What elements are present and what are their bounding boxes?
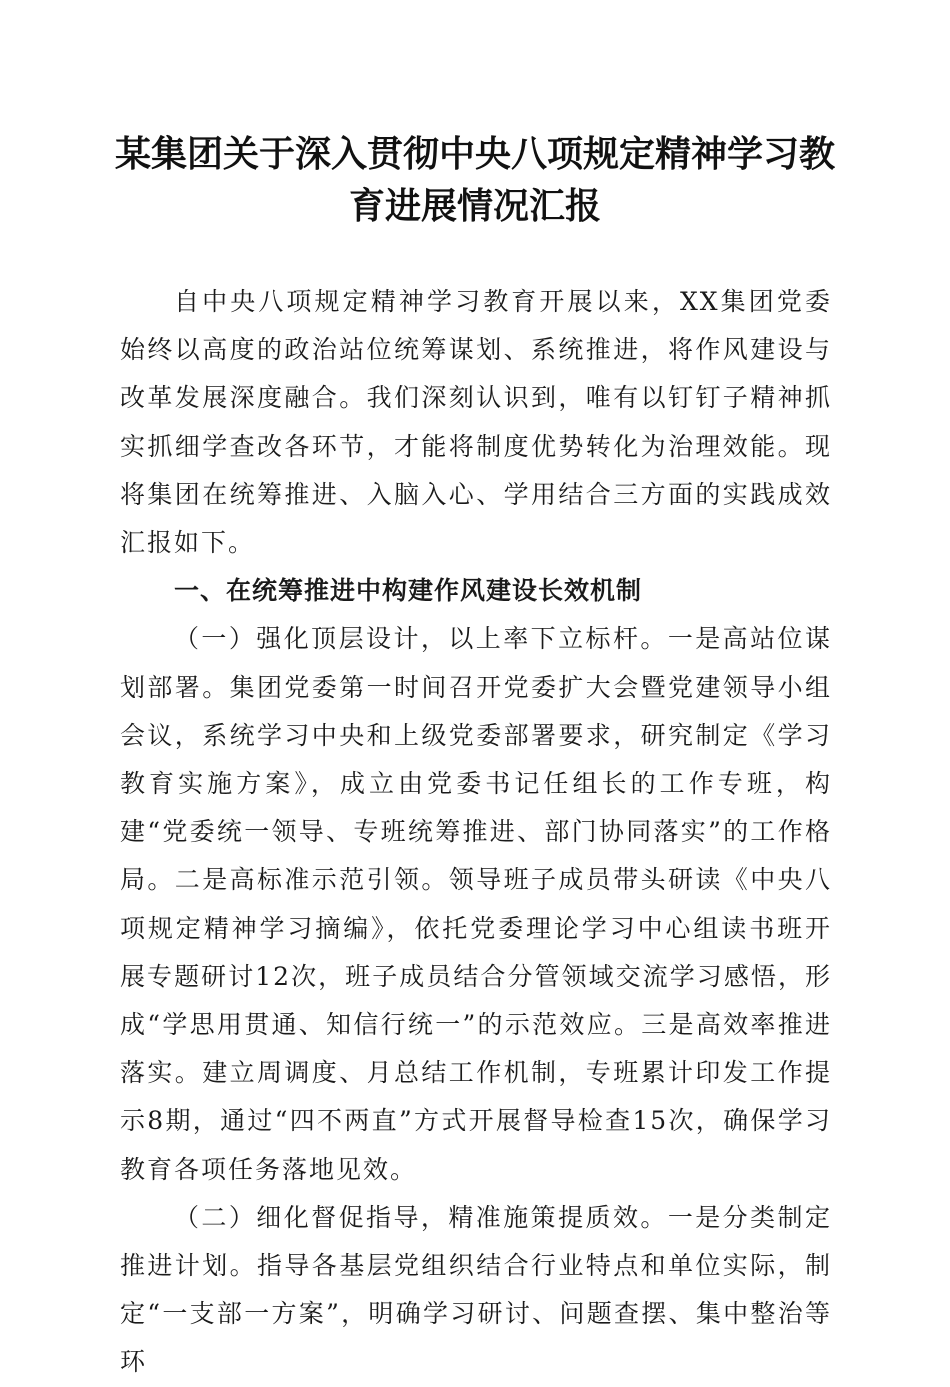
section1-paragraph-2: （二）细化督促指导，精准施策提质效。一是分类制定推进计划。指导各基层党组织结合行业特点和单位实际，制定“一支部一方案”，明确学习研讨、问题查摆、集中整治等环	[120, 1202, 832, 1377]
section1-paragraph-1: （一）强化顶层设计，以上率下立标杆。一是高站位谋划部署。集团党委第一时间召开党委扩大会暨党建领导小组会议，系统学习中央和上级党委部署要求，研究制定《学习教育实施方案》，成立由党委书记任组长的工作专班，构建“党委统一领导、专班统筹推进、部门协同落实”的工作格局。二是高标准示范引领。领导班子成员带头研读《中央八项规定精神学习摘编》，依托党委理论学习中心组读书班开展专题研讨12次，班子成员结合分管领域交流学习感悟，形成“学思用贯通、知信行统一”的示范效应。三是高效率推进落实。建立周调度、月总结工作机制，专班累计印发工作提示8期，通过“四不两直”方式开展督导检查15次，确保学习教育各项任务落地见效。	[120, 624, 832, 1184]
document-title: 某集团关于深入贯彻中央八项规定精神学习教育进展情况汇报	[114, 133, 835, 227]
section-heading-1: 一、在统筹推进中构建作风建设长效机制	[174, 576, 643, 606]
intro-paragraph: 自中央八项规定精神学习教育开展以来，XX集团党委始终以高度的政治站位统筹谋划、系统推进，将作风建设与改革发展深度融合。我们深刻认识到，唯有以钉钉子精神抓实抓细学查改各环节，才能将制度优势转化为治理效能。现将集团在统筹推进、入脑入心、学用结合三方面的实践成效汇报如下。	[120, 287, 832, 558]
document-body	[120, 278, 832, 1387]
